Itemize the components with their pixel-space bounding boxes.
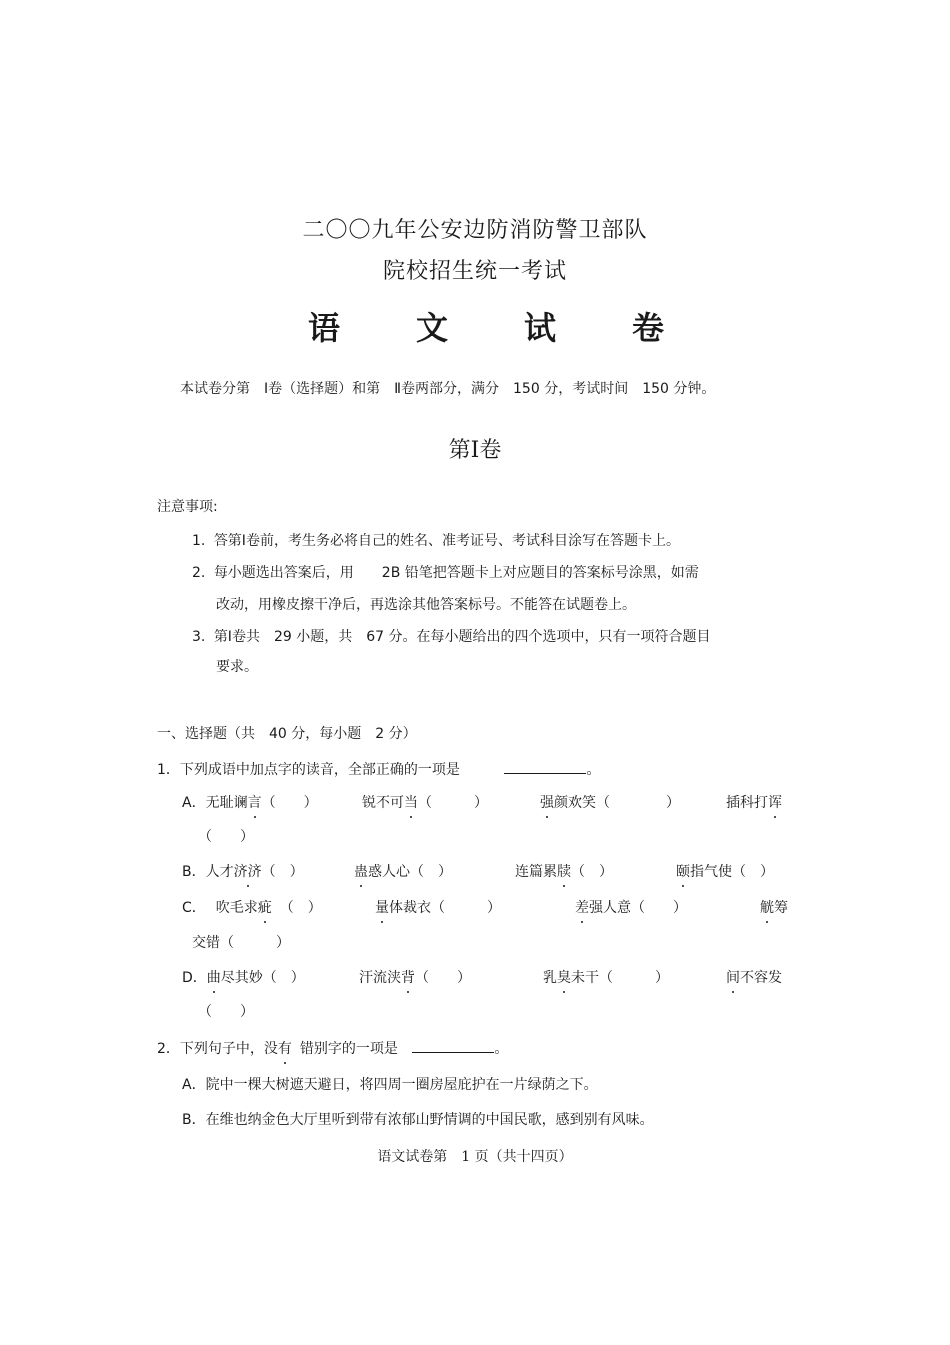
answer-paren: （ ）: [732, 864, 774, 880]
dotted-char: 诨: [768, 792, 782, 812]
dotted-char: 觥: [760, 897, 774, 917]
dotted-char: 济济: [234, 861, 262, 881]
idiom-text: 筹: [774, 900, 788, 916]
idiom-text: 锐不可: [362, 795, 404, 811]
section-heading: 一、选择题（共 40 分，每小题 2 分）: [157, 726, 417, 742]
stem-period: 。: [586, 762, 601, 778]
note-text: 第Ⅰ卷共 29 小题，共 67 分。在每小题给出的四个选项中，只有一项符合题目: [213, 629, 711, 645]
idiom-text: 乳: [543, 970, 557, 986]
note-1: [192, 530, 680, 550]
answer-paren: （ ）: [261, 864, 304, 880]
q1-d-item4: [726, 967, 782, 987]
question-stem-text: 1．下列成语中加点字的读音，全部正确的一项是: [157, 762, 460, 778]
note-number: 1.: [192, 533, 206, 549]
idiom-text: 未干: [571, 970, 599, 986]
note-number: 2.: [192, 565, 206, 581]
q1-d-item2: [359, 967, 471, 987]
option-label: A．: [182, 795, 206, 811]
question-2-stem: [157, 1038, 508, 1058]
idiom-text: 尽其妙: [220, 970, 263, 986]
q2-option-a: A．院中一棵大树遮天避日，将四周一圈房屋庇护在一片绿荫之下。: [182, 1077, 598, 1093]
answer-paren: （ ）: [279, 900, 322, 916]
q1-c-item4: [760, 897, 788, 917]
q1-a-item4: [726, 792, 782, 812]
q1-b-item3: [515, 861, 613, 881]
notes-heading: 注意事项:: [157, 499, 218, 515]
note-text: 答第Ⅰ卷前，考生务必将自己的姓名、准考证号、考试科目涂写在答题卡上。: [213, 533, 680, 549]
question-1-stem: [157, 759, 600, 779]
q1-c-item2: [375, 897, 501, 917]
note-2-continuation: 改动，用橡皮擦干净后，再选涂其他答案标号。不能答在试题卷上。: [216, 597, 636, 613]
dotted-char: 当: [404, 792, 418, 812]
answer-blank: [412, 1038, 494, 1053]
page-footer: 语文试卷第 1 页（共十四页）: [377, 1149, 573, 1165]
dotted-char: 背: [401, 967, 415, 987]
answer-paren: （ ）: [631, 900, 687, 916]
q1-c-item4-continuation: [192, 932, 290, 952]
q1-b-item4: [676, 861, 774, 881]
idiom-text: 惑人心: [368, 864, 410, 880]
answer-paren: （ ）: [220, 935, 290, 951]
option-label: B．: [182, 864, 206, 880]
answer-paren: （ ）: [596, 795, 680, 811]
note-3-continuation: 要求。: [216, 659, 258, 675]
option-label: D．: [182, 970, 207, 986]
question-stem-text: 2．下列句子中，没: [157, 1041, 278, 1057]
dotted-char: 牍: [557, 861, 571, 881]
q1-option-c: [182, 897, 322, 917]
intro-text: 本试卷分第 Ⅰ卷（选择题）和第 Ⅱ卷两部分，满分 150 分，考试时间 150 分钟。: [180, 381, 716, 397]
idiom-text: 人才: [205, 864, 234, 880]
answer-paren: （ ）: [415, 970, 471, 986]
q2-option-b: B．在维也纳金色大厅里听到带有浓郁山野情调的中国民歌，感到别有风味。: [182, 1112, 654, 1128]
answer-blank: [504, 759, 586, 774]
idiom-text: 强人意: [589, 900, 631, 916]
q1-a-item2: [362, 792, 488, 812]
q1-d-item3: [543, 967, 669, 987]
note-2: [192, 562, 699, 582]
exam-title-line1: 二〇〇九年公安边防消防警卫部队: [302, 218, 648, 243]
dotted-char: 疵: [258, 897, 272, 917]
q1-option-b: [182, 861, 304, 881]
answer-paren: （ ）: [262, 970, 305, 986]
idiom-text: 插科打: [726, 795, 768, 811]
idiom-text: 无耻谰: [205, 795, 248, 811]
dotted-char: 量: [375, 897, 389, 917]
idiom-text: 吹毛求: [215, 900, 258, 916]
q1-d-item4-paren: （ ）: [198, 1004, 254, 1020]
option-label: C．: [182, 900, 206, 916]
question-stem-text: 错别字的一项是: [299, 1041, 398, 1057]
exam-title-line2: 院校招生统一考试: [382, 259, 567, 284]
answer-paren: （ ）: [571, 864, 613, 880]
answer-paren: （ ）: [431, 900, 501, 916]
dotted-char: 强: [540, 792, 554, 812]
dotted-char: 蛊: [354, 861, 368, 881]
dotted-char: 间: [726, 967, 740, 987]
stem-period: 。: [494, 1041, 509, 1057]
q1-option-d: [182, 967, 305, 987]
idiom-text: 指气使: [690, 864, 732, 880]
dotted-char: 颐: [676, 861, 690, 881]
idiom-text: 颜欢笑: [554, 795, 596, 811]
idiom-text: 连篇累: [515, 864, 557, 880]
dotted-char: 臭: [557, 967, 571, 987]
q1-b-item2: [354, 861, 452, 881]
note-text: 每小题选出答案后，用 2B 铅笔把答题卡上对应题目的答案标号涂黑，如需: [213, 565, 699, 581]
paper-title: 语 文 试 卷: [307, 309, 686, 347]
note-number: 3.: [192, 629, 206, 645]
dotted-char: 有: [278, 1038, 292, 1058]
note-3: [192, 626, 710, 646]
dotted-char: 言: [248, 792, 262, 812]
q1-a-item3: [540, 792, 680, 812]
q1-option-a: [182, 792, 318, 812]
dotted-char: 曲: [207, 967, 221, 987]
dotted-char: 差: [575, 897, 589, 917]
volume-title: 第Ⅰ卷: [448, 438, 502, 463]
answer-paren: （ ）: [261, 795, 318, 811]
q1-a-item4-paren: （ ）: [198, 829, 254, 845]
q1-c-item3: [575, 897, 687, 917]
idiom-text: 交错: [192, 935, 220, 951]
idiom-text: 体裁衣: [389, 900, 431, 916]
answer-paren: （ ）: [599, 970, 669, 986]
idiom-text: 汗流浃: [359, 970, 401, 986]
idiom-text: 不容发: [740, 970, 782, 986]
answer-paren: （ ）: [410, 864, 452, 880]
answer-paren: （ ）: [418, 795, 488, 811]
